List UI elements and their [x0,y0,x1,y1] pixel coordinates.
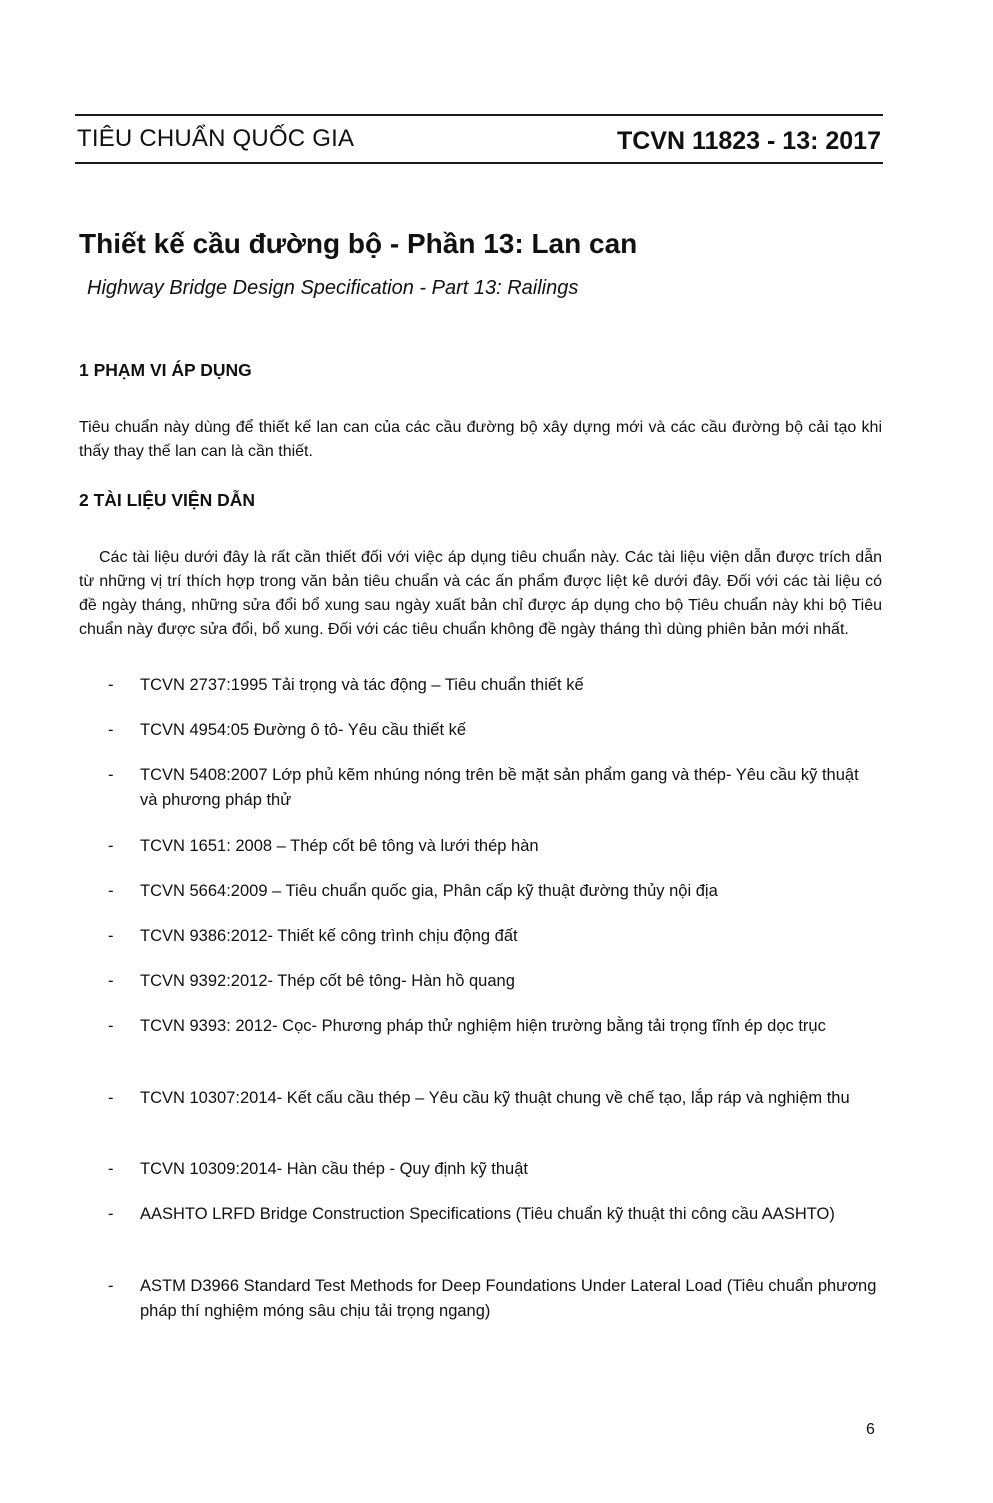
section-paragraph-scope: Tiêu chuẩn này dùng để thiết kế lan can của các cầu đường bộ xây dựng mới và các cầu đường bộ cải tạo khi thấy thay thế lan can là cần thiết. [79,419,882,460]
list-bullet: - [108,1160,114,1178]
reference-text: ASTM D3966 Standard Test Methods for Deep Foundations Under Lateral Load (Tiêu chuẩn phương pháp thí nghiệm móng sâu chịu tải trọng ngang) [140,1277,877,1320]
section-heading-references: 2 TÀI LIỆU VIỆN DẪN [79,490,255,510]
reference-text: TCVN 2737:1995 Tải trọng và tác động – Tiêu chuẩn thiết kế [140,676,584,694]
reference-text: TCVN 5664:2009 – Tiêu chuẩn quốc gia, Phân cấp kỹ thuật đường thủy nội địa [140,882,718,900]
reference-text: TCVN 9392:2012- Thép cốt bê tông- Hàn hồ quang [140,972,515,990]
section-paragraph-references: Các tài liệu dưới đây là rất cần thiết đối với việc áp dụng tiêu chuẩn này. Các tài liệu viện dẫn được trích dẫn từ những vị trí thích hợp trong văn bản tiêu chuẩn và các ấn phẩm được liệt kê dưới đây. Đối với các tài liệu có đề ngày tháng, những sửa đổi bổ xung sau ngày xuất bản chỉ được áp dụng cho bộ Tiêu chuẩn này khi bộ Tiêu chuẩn này được sửa đổi, bổ xung. Đối với các tiêu chuẩn không đề ngày tháng thì dùng phiên bản mới nhất. [79,549,882,638]
document-title: Thiết kế cầu đường bộ - Phần 13: Lan can [79,228,638,259]
list-bullet: - [108,1205,114,1223]
header-standard-code: TCVN 11823 - 13: 2017 [616,127,881,155]
document-subtitle: Highway Bridge Design Specification - Part 13: Railings [87,277,579,299]
list-bullet: - [108,882,114,900]
reference-text: TCVN 9386:2012- Thiết kế công trình chịu động đất [140,927,518,945]
page-number: 6 [866,1421,875,1438]
list-bullet: - [108,766,114,784]
reference-text: AASHTO LRFD Bridge Construction Specifications (Tiêu chuẩn kỹ thuật thi công cầu AASHTO) [140,1205,835,1223]
list-bullet: - [108,837,114,855]
section-heading-scope: 1 PHẠM VI ÁP DỤNG [79,360,252,380]
page-header [75,114,883,164]
reference-text: TCVN 5408:2007 Lớp phủ kẽm nhúng nóng trên bề mặt sản phẩm gang và thép- Yêu cầu kỹ thuật và phương pháp thử [140,766,859,809]
list-bullet: - [108,972,114,990]
list-bullet: - [108,1277,114,1295]
list-bullet: - [108,1017,114,1035]
list-bullet: - [108,721,114,739]
list-bullet: - [108,1089,114,1107]
header-standard-label: TIÊU CHUẨN QUỐC GIA [77,125,355,152]
reference-text: TCVN 9393: 2012- Cọc- Phương pháp thử nghiệm hiện trường bằng tải trọng tĩnh ép dọc trục [140,1017,826,1035]
list-bullet: - [108,927,114,945]
reference-text: TCVN 4954:05 Đường ô tô- Yêu cầu thiết kế [140,721,467,739]
reference-text: TCVN 1651: 2008 – Thép cốt bê tông và lưới thép hàn [140,837,539,855]
reference-text: TCVN 10307:2014- Kết cấu cầu thép – Yêu cầu kỹ thuật chung về chế tạo, lắp ráp và nghiệm thu [140,1089,850,1107]
reference-text: TCVN 10309:2014- Hàn cầu thép - Quy định kỹ thuật [140,1160,528,1178]
list-bullet: - [108,676,114,694]
